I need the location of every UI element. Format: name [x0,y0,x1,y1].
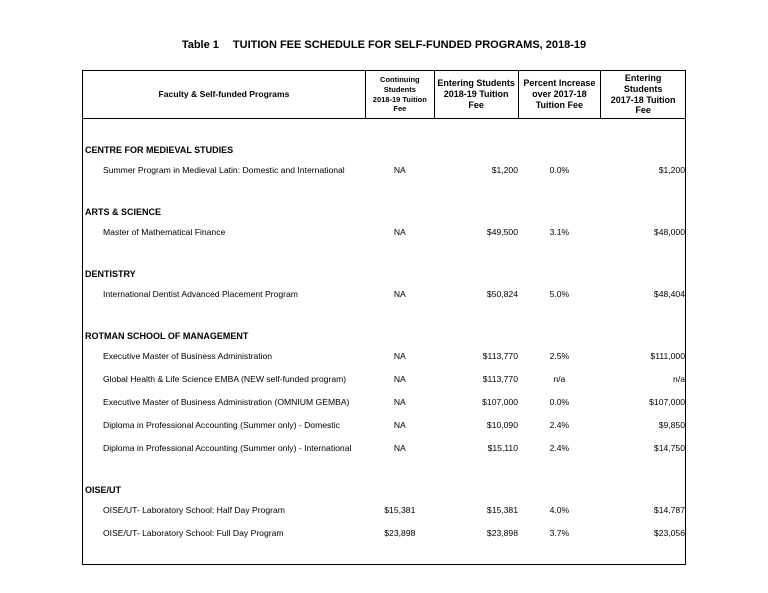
percent-increase: 0.0% [549,396,570,407]
spacer-cell [365,243,434,265]
spacer-cell [518,544,601,565]
continuing-fee: $15,381 [384,504,416,515]
section-cell [434,265,518,282]
spacer-cell [83,181,366,203]
program-name: OISE/UT- Laboratory School: Full Day Program [83,521,366,544]
section-row [83,327,686,344]
spacer-cell [83,544,366,565]
percent-increase: 2.4% [549,442,570,453]
header-increase: Percent Increase over 2017-18 Tuition Fee [518,71,601,119]
table-caption: TUITION FEE SCHEDULE FOR SELF-FUNDED PROGRAMS, 2018-19 [232,39,587,51]
section-cell [434,481,518,498]
program-name: International Dentist Advanced Placement Program [83,282,366,305]
entering-fee: $113,770 [482,350,518,361]
spacer-cell [518,459,601,481]
continuing-fee: NA [393,226,406,237]
section-row [83,481,686,498]
previous-fee: $111,000 [650,350,685,361]
entering-fee: $10,090 [486,419,518,430]
spacer-row [83,119,686,142]
percent-increase: 3.1% [549,226,570,237]
percent-increase: 2.5% [549,350,570,361]
spacer-cell [365,459,434,481]
table-number: Table 1 [181,39,219,51]
spacer-row [83,181,686,203]
header-previous: Entering Students 2017-18 Tuition Fee [601,71,686,119]
previous-fee: $1,200 [658,164,685,175]
header-program: Faculty & Self-funded Programs [83,71,366,119]
header-entering: Entering Students 2018-19 Tuition Fee [434,71,518,119]
spacer-cell [365,119,434,142]
section-cell [365,327,434,344]
section-title: ROTMAN SCHOOL OF MANAGEMENT [83,327,366,344]
program-name: Diploma in Professional Accounting (Summer only) - International [83,436,366,459]
spacer-cell [434,243,518,265]
section-title: DENTISTRY [83,265,366,282]
table-row [83,521,686,544]
table-row [83,282,686,305]
entering-fee: $49,500 [486,226,518,237]
section-row [83,265,686,282]
previous-fee: $48,000 [653,226,685,237]
program-name: Global Health & Life Science EMBA (NEW self-funded program) [83,367,366,390]
entering-fee: $113,770 [482,373,518,384]
tuition-fee-table [82,70,686,565]
spacer-row [83,243,686,265]
section-cell [518,481,601,498]
section-row [83,141,686,158]
previous-fee: n/a [673,373,685,384]
entering-fee: $15,110 [487,442,518,453]
continuing-fee: NA [393,288,406,299]
previous-fee: $23,056 [653,527,685,538]
percent-increase: 4.0% [549,504,570,515]
table-row [83,390,686,413]
section-cell [601,481,686,498]
header-row [83,71,686,119]
section-title: ARTS & SCIENCE [83,203,366,220]
section-cell [518,327,601,344]
table-row [83,498,686,521]
section-cell [365,265,434,282]
previous-fee: $14,787 [653,504,685,515]
continuing-fee: NA [393,373,406,384]
section-cell [518,141,601,158]
percent-increase: 0.0% [549,164,570,175]
section-title: CENTRE FOR MEDIEVAL STUDIES [83,141,366,158]
table-row [83,344,686,367]
program-name: Master of Mathematical Finance [83,220,366,243]
spacer-cell [365,544,434,565]
spacer-cell [601,459,686,481]
spacer-cell [601,544,686,565]
entering-fee: $1,200 [491,164,518,175]
spacer-cell [601,119,686,142]
spacer-cell [518,119,601,142]
section-cell [365,141,434,158]
continuing-fee: $23,898 [384,527,416,538]
table-title [0,39,768,51]
spacer-cell [434,459,518,481]
header-continuing: Continuing Students 2018-19 Tuition Fee [365,71,434,119]
previous-fee: $14,750 [653,442,685,453]
entering-fee: $15,381 [486,504,518,515]
spacer-cell [83,305,366,327]
spacer-row [83,305,686,327]
spacer-cell [434,119,518,142]
spacer-cell [434,181,518,203]
continuing-fee: NA [393,396,406,407]
continuing-fee: NA [393,350,406,361]
program-name: Executive Master of Business Administration [83,344,366,367]
spacer-cell [365,181,434,203]
section-cell [601,265,686,282]
program-name: OISE/UT- Laboratory School: Half Day Program [83,498,366,521]
spacer-cell [601,181,686,203]
spacer-cell [83,459,366,481]
section-row [83,203,686,220]
table-row [83,220,686,243]
spacer-cell [518,181,601,203]
continuing-fee: NA [393,442,406,453]
continuing-fee: NA [393,419,406,430]
entering-fee: $23,898 [486,527,518,538]
spacer-cell [518,305,601,327]
section-cell [434,203,518,220]
spacer-cell [365,305,434,327]
section-cell [365,481,434,498]
percent-increase: 5.0% [549,288,570,299]
spacer-cell [434,305,518,327]
section-cell [518,203,601,220]
program-name: Diploma in Professional Accounting (Summer only) - Domestic [83,413,366,436]
table-row [83,158,686,181]
program-name: Executive Master of Business Administration (OMNIUM GEMBA) [83,390,366,413]
table-row [83,436,686,459]
percent-increase: 3.7% [549,527,570,538]
section-cell [434,327,518,344]
entering-fee: $107,000 [482,396,518,407]
previous-fee: $107,000 [649,396,685,407]
spacer-cell [434,544,518,565]
section-cell [601,203,686,220]
previous-fee: $9,850 [658,419,685,430]
end-row [83,544,686,565]
previous-fee: $48,404 [653,288,685,299]
section-title: OISE/UT [83,481,366,498]
spacer-row [83,459,686,481]
spacer-cell [83,119,366,142]
percent-increase: 2.4% [549,419,570,430]
table-row [83,367,686,390]
spacer-cell [518,243,601,265]
spacer-cell [83,243,366,265]
spacer-cell [601,305,686,327]
percent-increase: n/a [553,373,566,384]
section-cell [434,141,518,158]
table-row [83,413,686,436]
section-cell [601,141,686,158]
section-cell [518,265,601,282]
section-cell [601,327,686,344]
program-name: Summer Program in Medieval Latin: Domestic and International [83,158,366,181]
spacer-cell [601,243,686,265]
section-cell [365,203,434,220]
continuing-fee: NA [393,164,406,175]
entering-fee: $50,824 [486,288,518,299]
